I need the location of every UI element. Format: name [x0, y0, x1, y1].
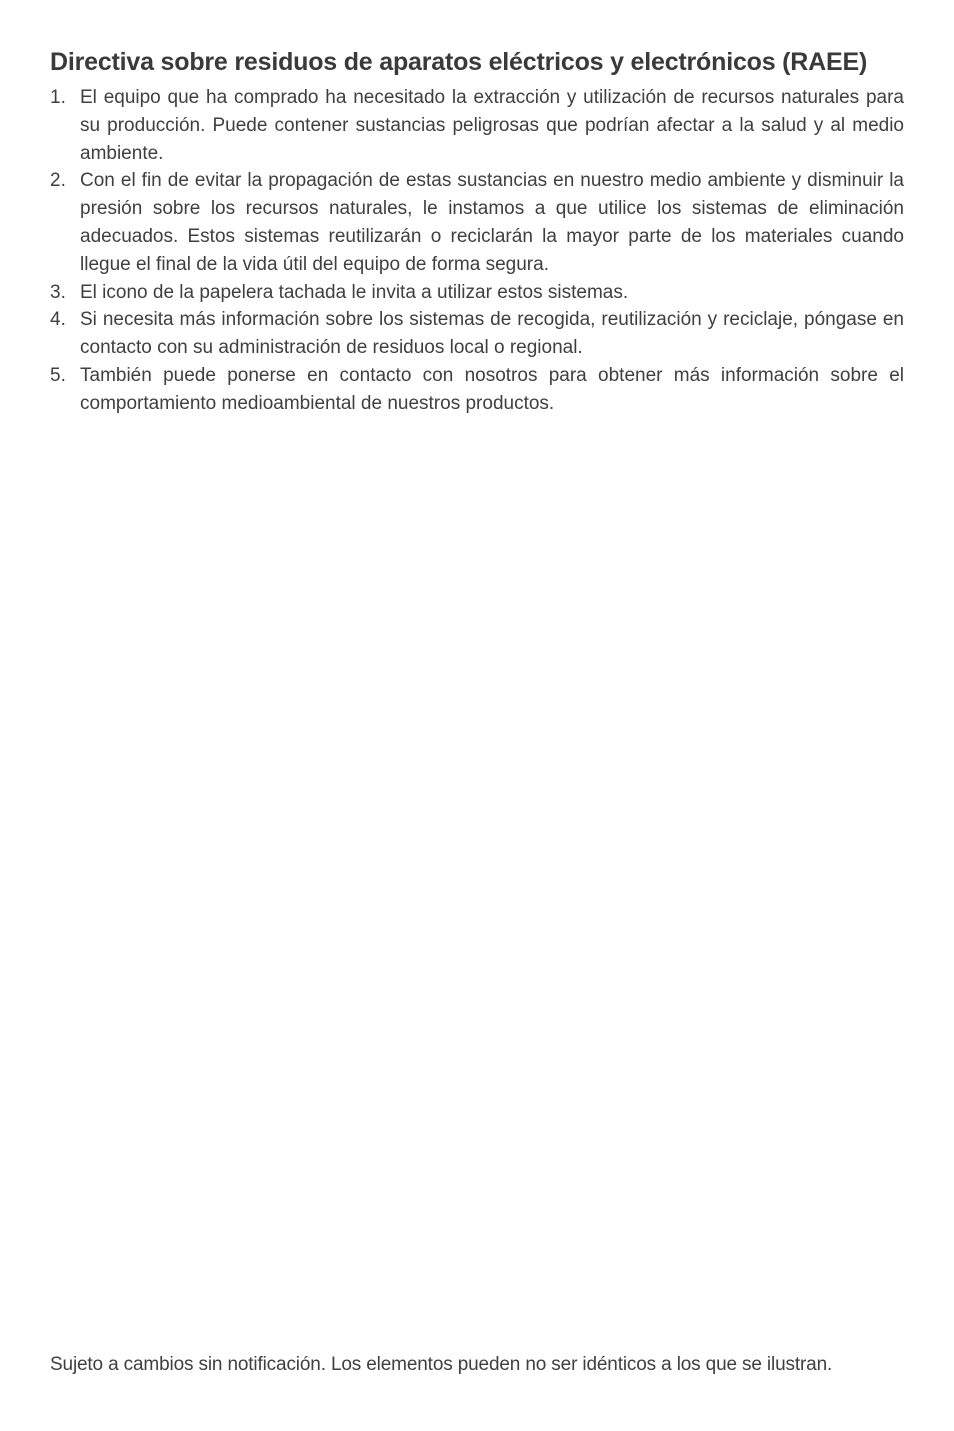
list-item-text: El equipo que ha comprado ha necesitado la extracción y utilización de recursos naturales para su producción. Puede contener sustancias peligrosas que podrían afectar a la salud y al medio ambiente.: [80, 87, 904, 164]
list-item-text: También puede ponerse en contacto con nosotros para obtener más información sobre el comportamiento medioambiental de nuestros productos.: [80, 364, 904, 414]
list-item-text: El icono de la papelera tachada le invita a utilizar estos sistemas.: [80, 281, 629, 303]
page-title: Directiva sobre residuos de aparatos eléctricos y electrónicos (RAEE): [50, 48, 868, 76]
list-item-text: Si necesita más información sobre los sistemas de recogida, reutilización y reciclaje, póngase en contacto con su administración de residuos local o regional.: [80, 309, 904, 359]
list-item-number: 4.: [50, 309, 66, 331]
list-item-number: 1.: [50, 87, 66, 108]
list-item: [50, 84, 904, 167]
list-item-text: Con el fin de evitar la propagación de estas sustancias en nuestro medio ambiente y disminuir la presión sobre los recursos naturales, le instamos a que utilice los sistemas de eliminación adecuados. Estos sistemas reutilizarán o reciclarán la mayor parte de los materiales cuando llegue el final de la vida útil del equipo de forma segura.: [80, 170, 904, 275]
list-item: [50, 279, 904, 307]
list-item: [50, 362, 904, 418]
weee-instructions-list: [50, 84, 904, 418]
list-item: [50, 167, 904, 278]
list-item-number: 5.: [50, 364, 66, 386]
footer-disclaimer: Sujeto a cambios sin notificación. Los elementos pueden no ser idénticos a los que se ilustran.: [50, 1354, 833, 1375]
document-body: [50, 44, 904, 418]
list-item: [50, 306, 904, 362]
list-item-number: 3.: [50, 281, 66, 303]
list-item-number: 2.: [50, 170, 66, 192]
